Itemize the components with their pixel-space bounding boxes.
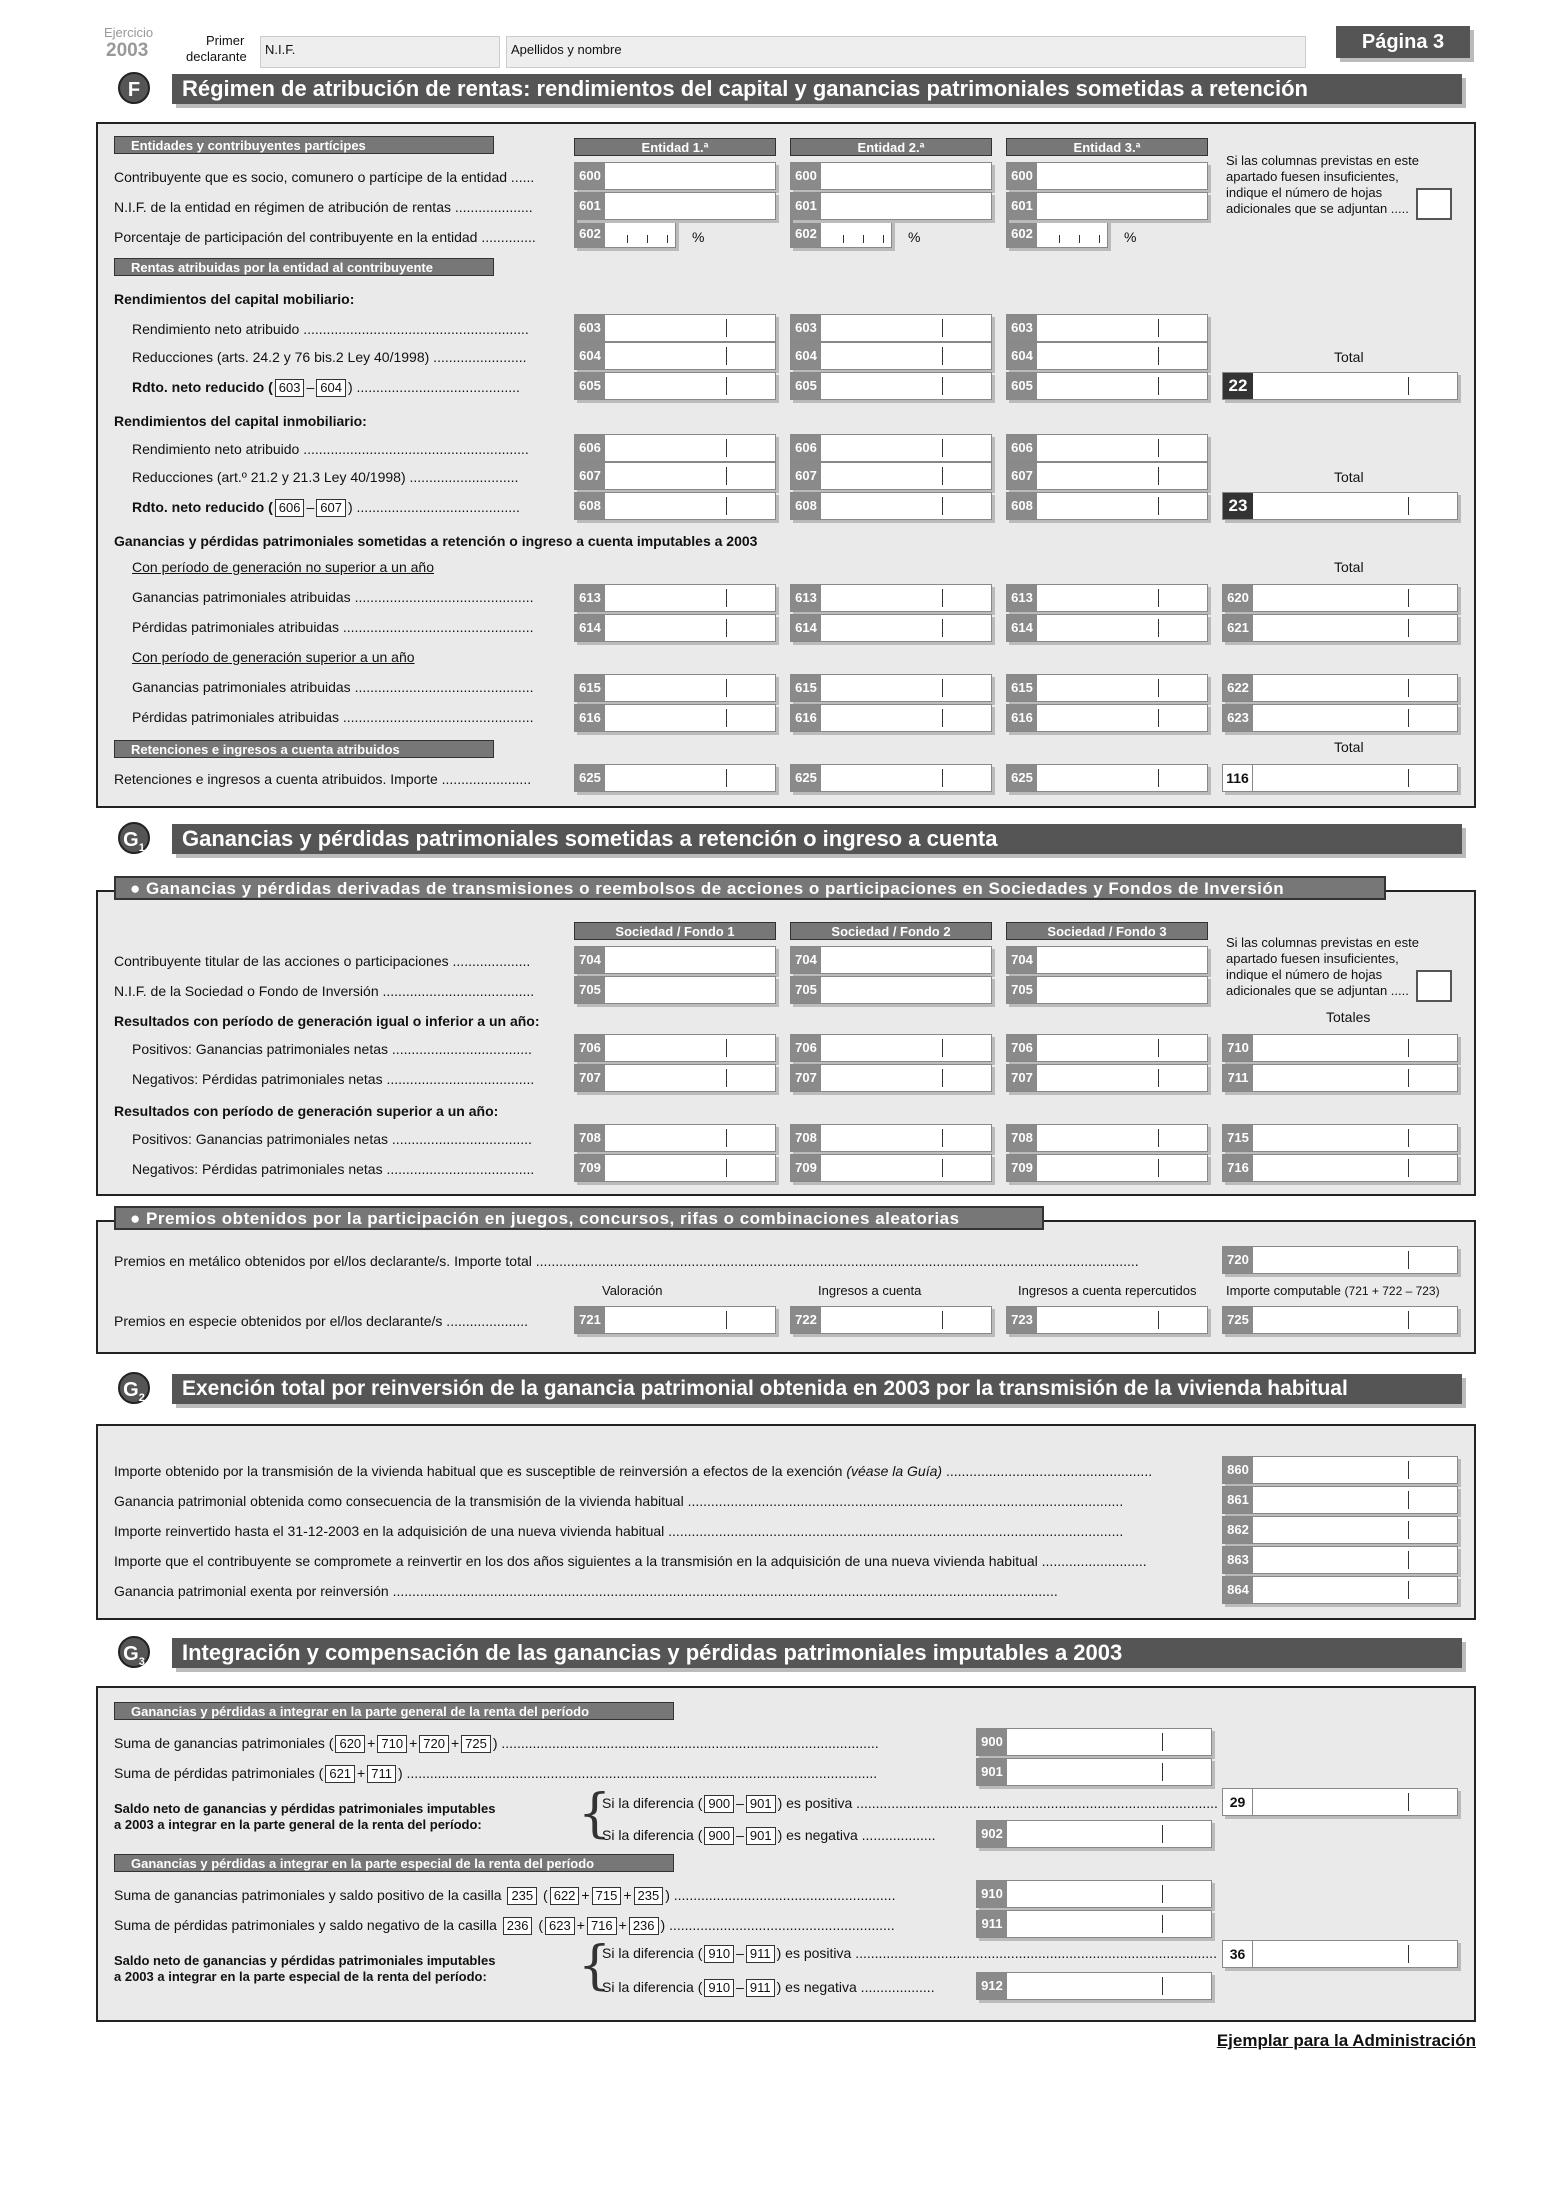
casilla-code-704: 704: [791, 947, 821, 973]
primer-label: Primer: [206, 33, 245, 48]
field-604[interactable]: [790, 342, 992, 370]
field-602-e3[interactable]: 602: [1006, 220, 1108, 248]
casilla-code-622: 622: [1223, 675, 1253, 701]
field-709[interactable]: [574, 1154, 776, 1182]
label-607: Reducciones (art.º 21.2 y 21.3 Ley 40/1998) ............................: [132, 469, 519, 485]
label-602: Porcentaje de participación del contribuyente en la entidad ..............: [114, 229, 536, 245]
casilla-code-607: 607: [791, 463, 821, 489]
casilla-code-708: 708: [791, 1125, 821, 1151]
casilla-code-709: 709: [575, 1155, 605, 1181]
g1-note-line-1: Si las columnas previstas en este: [1226, 935, 1419, 950]
label-saldo1-neg: Si la diferencia ( 900 – 901 ) es negativa ...................: [602, 1827, 936, 1843]
field-603[interactable]: [1006, 314, 1208, 342]
casilla-code-862: 862: [1223, 1517, 1253, 1543]
casilla-code-601: 601: [791, 193, 821, 219]
section-g1-title: Ganancias y pérdidas patrimoniales sometidas a retención o ingreso a cuenta: [172, 824, 1462, 854]
subbar-parte-general: Ganancias y pérdidas a integrar en la parte general de la renta del período: [114, 1702, 674, 1720]
casilla-code-706: 706: [1007, 1035, 1037, 1061]
year: 2003: [106, 40, 149, 61]
field-600[interactable]: [1006, 162, 1208, 190]
label-saldo2-neg: Si la diferencia ( 910 – 911 ) es negativa ...................: [602, 1979, 935, 1995]
field-911[interactable]: [976, 1910, 1212, 1938]
field-704[interactable]: [790, 946, 992, 974]
brace-1: {: [578, 1784, 612, 1844]
field-625[interactable]: [574, 764, 776, 792]
casilla-code-705: 705: [1007, 977, 1037, 1003]
note-line-3: indique el número de hojas: [1226, 185, 1383, 200]
label-601: N.I.F. de la entidad en régimen de atribución de rentas ....................: [114, 199, 533, 215]
casilla-code-604: 604: [575, 343, 605, 369]
field-608[interactable]: [790, 492, 992, 520]
field-621[interactable]: [1222, 614, 1458, 642]
field-604[interactable]: [1006, 342, 1208, 370]
casilla-code-600: 600: [575, 163, 605, 189]
field-721[interactable]: [574, 1306, 776, 1334]
col-sociedad-1: Sociedad / Fondo 1: [574, 922, 776, 940]
page-number: Página 3: [1336, 26, 1470, 58]
field-615[interactable]: [1006, 674, 1208, 702]
casilla-code-902: 902: [977, 1821, 1007, 1847]
field-704[interactable]: [1006, 946, 1208, 974]
casilla-code-620: 620: [1223, 585, 1253, 611]
label-saldo1-pos: Si la diferencia ( 900 – 901 ) es positiva .............................................................................................: [602, 1795, 1218, 1811]
label-res2: Resultados con período de generación superior a un año:: [114, 1103, 499, 1119]
section-g2-badge: $G_2$: [118, 1372, 150, 1404]
casilla-code-603: 603: [575, 315, 605, 341]
label-709: Negativos: Pérdidas patrimoniales netas ......................................: [132, 1161, 535, 1177]
label-saldo2-pos: Si la diferencia ( 910 – 911 ) es positiva .............................................................................................: [602, 1945, 1217, 1961]
casilla-code-705: 705: [575, 977, 605, 1003]
ejercicio-label: Ejercicio: [104, 25, 154, 40]
bullet-transmisiones: ● Ganancias y pérdidas derivadas de transmisiones o reembolsos de acciones o participaciones en Sociedades y Fondos de Inversión: [114, 876, 1386, 900]
label-res1: Resultados con período de generación igual o inferior a un año:: [114, 1013, 540, 1029]
casilla-code-725: 725: [1223, 1307, 1253, 1333]
field-602-e2[interactable]: 602: [790, 220, 892, 248]
label-gp-no-superior: Con período de generación no superior a un año: [132, 559, 434, 575]
casilla-code-625: 625: [1007, 765, 1037, 791]
pct-sign-2: %: [908, 229, 921, 245]
subbar-rentas: Rentas atribuidas por la entidad al contribuyente: [114, 258, 494, 276]
section-g3-header: [118, 1636, 1478, 1670]
label-704: Contribuyente titular de las acciones o participaciones ....................: [114, 953, 531, 969]
casilla-code-615: 615: [1007, 675, 1037, 701]
footer-ejemplar: Ejemplar para la Administración: [1216, 2031, 1476, 2050]
casilla-code-708: 708: [1007, 1125, 1037, 1151]
section-g3-badge: $G_3$: [118, 1636, 150, 1668]
field-22[interactable]: [1222, 372, 1458, 400]
field-708[interactable]: [574, 1124, 776, 1152]
casilla-code-607: 607: [575, 463, 605, 489]
casilla-code-604: 604: [791, 343, 821, 369]
casilla-code-604: 604: [1007, 343, 1037, 369]
field-862[interactable]: [1222, 1516, 1458, 1544]
field-605[interactable]: [1006, 372, 1208, 400]
section-g2-header: [118, 1372, 1478, 1406]
section-f-header: [118, 72, 1478, 106]
casilla-code-608: 608: [575, 493, 605, 519]
field-608[interactable]: [574, 492, 776, 520]
field-912[interactable]: [976, 1972, 1212, 2000]
field-863[interactable]: [1222, 1546, 1458, 1574]
bullet-premios: ● Premios obtenidos por la participación en juegos, concursos, rifas o combinaciones aleatorias: [114, 1206, 1044, 1230]
section-g1-badge: $G_1$: [118, 822, 150, 854]
label-706: Positivos: Ganancias patrimoniales netas ....................................: [132, 1041, 532, 1057]
casilla-code-912: 912: [977, 1973, 1007, 1999]
casilla-code-613: 613: [1007, 585, 1037, 611]
label-863: Importe que el contribuyente se compromete a reinvertir en los dos años siguientes a la transmisión en la adquisición de una nueva vivienda habitual ...........................: [114, 1553, 1147, 1569]
pct-sign-1: %: [692, 229, 705, 245]
casilla-code-606: 606: [791, 435, 821, 461]
section-g2-title: Exención total por reinversión de la ganancia patrimonial obtenida en 2003 por la transmisión de la vivienda habitual: [172, 1374, 1462, 1404]
field-861[interactable]: [1222, 1486, 1458, 1514]
section-g3-title: Integración y compensación de las ganancias y pérdidas patrimoniales imputables a 2003: [172, 1638, 1462, 1668]
hojas-adicionales-box-f[interactable]: [1416, 188, 1452, 220]
label-705: N.I.F. de la Sociedad o Fondo de Inversión .......................................: [114, 983, 535, 999]
casilla-code-705: 705: [791, 977, 821, 1003]
total-label-rci: Total: [1334, 469, 1364, 485]
col-entidad-2: Entidad 2.ª: [790, 138, 992, 156]
field-613[interactable]: [790, 584, 992, 612]
casilla-code-600: 600: [791, 163, 821, 189]
casilla-code-603: 603: [791, 315, 821, 341]
field-705[interactable]: [790, 976, 992, 1004]
apellidos-label: Apellidos y nombre: [511, 42, 622, 57]
subbar-entidades: Entidades y contribuyentes partícipes: [114, 136, 494, 154]
field-725[interactable]: [1222, 1306, 1458, 1334]
field-709[interactable]: [790, 1154, 992, 1182]
field-606[interactable]: [574, 434, 776, 462]
label-604: Reducciones (arts. 24.2 y 76 bis.2 Ley 40/1998) ........................: [132, 349, 527, 365]
casilla-code-621: 621: [1223, 615, 1253, 641]
field-723[interactable]: [1006, 1306, 1208, 1334]
header: [96, 22, 1476, 70]
casilla-code-863: 863: [1223, 1547, 1253, 1573]
g1-note-line-4: adicionales que se adjuntan .....: [1226, 983, 1409, 998]
casilla-code-625: 625: [575, 765, 605, 791]
casilla-code-601: 601: [575, 193, 605, 219]
note-line-1: Si las columnas previstas en este: [1226, 153, 1419, 168]
label-861: Ganancia patrimonial obtenida como consecuencia de la transmisión de la vivienda habitual ................................................................................................................: [114, 1493, 1124, 1509]
casilla-code-613: 613: [791, 585, 821, 611]
declarante-label: declarante: [186, 49, 247, 64]
casilla-code-625: 625: [791, 765, 821, 791]
label-rci: Rendimientos del capital inmobiliario:: [114, 413, 367, 429]
total-label-ret: Total: [1334, 739, 1364, 755]
casilla-code-605: 605: [791, 373, 821, 399]
pct-sign-3: %: [1124, 229, 1137, 245]
casilla-code-116: 116: [1223, 765, 1253, 791]
field-616[interactable]: [1006, 704, 1208, 732]
field-720[interactable]: [1222, 1246, 1458, 1274]
field-616[interactable]: [790, 704, 992, 732]
label-614: Pérdidas patrimoniales atribuidas .................................................: [132, 619, 534, 635]
casilla-code-22: 22: [1223, 373, 1253, 399]
casilla-code-616: 616: [575, 705, 605, 731]
label-605: Rdto. neto reducido ( 603 – 604 ) ..........................................: [132, 379, 520, 395]
casilla-code-23: 23: [1223, 493, 1253, 519]
note-line-4: adicionales que se adjuntan .....: [1226, 201, 1409, 216]
computable-label: Importe computable (721 + 722 – 723): [1226, 1283, 1440, 1298]
col-entidad-3: Entidad 3.ª: [1006, 138, 1208, 156]
saldo1-line-b: a 2003 a integrar en la parte general de la renta del período:: [114, 1817, 482, 1832]
saldo1-line-a: Saldo neto de ganancias y pérdidas patrimoniales imputables: [114, 1801, 496, 1816]
field-706[interactable]: [790, 1034, 992, 1062]
label-860: Importe obtenido por la transmisión de la vivienda habitual que es susceptible de reinversión a efectos de la exención (véase la Guía) .....................................................: [114, 1463, 1153, 1479]
casilla-code-722: 722: [791, 1307, 821, 1333]
casilla-code-29: 29: [1223, 1789, 1253, 1815]
field-607[interactable]: [790, 462, 992, 490]
field-605[interactable]: [790, 372, 992, 400]
totales-label: Totales: [1326, 1009, 1371, 1025]
field-607[interactable]: [1006, 462, 1208, 490]
field-860[interactable]: [1222, 1456, 1458, 1484]
casilla-code-615: 615: [791, 675, 821, 701]
casilla-code-606: 606: [575, 435, 605, 461]
field-710[interactable]: [1222, 1034, 1458, 1062]
casilla-code-720: 720: [1223, 1247, 1253, 1273]
field-600[interactable]: [574, 162, 776, 190]
field-614[interactable]: [790, 614, 992, 642]
field-604[interactable]: [574, 342, 776, 370]
casilla-code-608: 608: [791, 493, 821, 519]
casilla-code-606: 606: [1007, 435, 1037, 461]
field-716[interactable]: [1222, 1154, 1458, 1182]
casilla-code-616: 616: [1007, 705, 1037, 731]
g1-note-line-3: indique el número de hojas: [1226, 967, 1383, 982]
field-715[interactable]: [1222, 1124, 1458, 1152]
section-g1-header: [118, 822, 1478, 856]
hojas-adicionales-box-g1[interactable]: [1416, 970, 1452, 1002]
field-706[interactable]: [1006, 1034, 1208, 1062]
label-603: Rendimiento neto atribuido ..........................................................: [132, 321, 529, 337]
casilla-code-605: 605: [575, 373, 605, 399]
field-602-e1[interactable]: 602: [574, 220, 676, 248]
field-606[interactable]: [790, 434, 992, 462]
valoracion-label: Valoración: [602, 1283, 663, 1298]
casilla-code-711: 711: [1223, 1065, 1253, 1091]
field-607[interactable]: [574, 462, 776, 490]
label-gp-superior: Con período de generación superior a un año: [132, 649, 415, 665]
casilla-code-614: 614: [791, 615, 821, 641]
field-707[interactable]: [574, 1064, 776, 1092]
field-709[interactable]: [1006, 1154, 1208, 1182]
field-613[interactable]: [574, 584, 776, 612]
label-gp: Ganancias y pérdidas patrimoniales sometidas a retención o ingreso a cuenta imputables a 2003: [114, 533, 758, 549]
label-720: Premios en metálico obtenidos por el/los declarante/s. Importe total ...........................................................................................................................................................: [114, 1253, 1139, 1269]
casilla-code-615: 615: [575, 675, 605, 701]
label-707: Negativos: Pérdidas patrimoniales netas ......................................: [132, 1071, 535, 1087]
col-entidad-1: Entidad 1.ª: [574, 138, 776, 156]
casilla-code-707: 707: [1007, 1065, 1037, 1091]
field-622[interactable]: [1222, 674, 1458, 702]
field-605[interactable]: [574, 372, 776, 400]
field-601[interactable]: [574, 192, 776, 220]
casilla-code-860: 860: [1223, 1457, 1253, 1483]
col-sociedad-2: Sociedad / Fondo 2: [790, 922, 992, 940]
casilla-code-706: 706: [791, 1035, 821, 1061]
ingresos-label: Ingresos a cuenta: [818, 1283, 922, 1298]
casilla-code-723: 723: [1007, 1307, 1037, 1333]
casilla-code-910: 910: [977, 1881, 1007, 1907]
field-902[interactable]: [976, 1820, 1212, 1848]
casilla-code-709: 709: [791, 1155, 821, 1181]
casilla-code-605: 605: [1007, 373, 1037, 399]
casilla-code-623: 623: [1223, 705, 1253, 731]
casilla-code-607: 607: [1007, 463, 1037, 489]
label-rcm: Rendimientos del capital mobiliario:: [114, 291, 355, 307]
casilla-code-709: 709: [1007, 1155, 1037, 1181]
field-603[interactable]: [574, 314, 776, 342]
field-615[interactable]: [574, 674, 776, 702]
field-864[interactable]: [1222, 1576, 1458, 1604]
label-600: Contribuyente que es socio, comunero o partícipe de la entidad ......: [114, 169, 535, 185]
label-864: Ganancia patrimonial exenta por reinversión ...........................................................................................................................................................................: [114, 1583, 1058, 1599]
field-616[interactable]: [574, 704, 776, 732]
label-900: Suma de ganancias patrimoniales ( 620 + 710 + 720 + 725 ) .................................................................................................: [114, 1735, 879, 1751]
casilla-code-704: 704: [575, 947, 605, 973]
label-606: Rendimiento neto atribuido ..........................................................: [132, 441, 529, 457]
subbar-parte-especial: Ganancias y pérdidas a integrar en la parte especial de la renta del período: [114, 1854, 674, 1872]
note-line-2: apartado fuesen insuficientes,: [1226, 169, 1399, 184]
casilla-code-710: 710: [1223, 1035, 1253, 1061]
field-707[interactable]: [1006, 1064, 1208, 1092]
brace-2: {: [578, 1936, 612, 1996]
field-901[interactable]: [976, 1758, 1212, 1786]
g1-note-line-2: apartado fuesen insuficientes,: [1226, 951, 1399, 966]
subbar-retenciones: Retenciones e ingresos a cuenta atribuidos: [114, 740, 494, 758]
casilla-code-614: 614: [575, 615, 605, 641]
label-721: Premios en especie obtenidos por el/los declarante/s .....................: [114, 1313, 528, 1329]
section-f-title: Régimen de atribución de rentas: rendimientos del capital y ganancias patrimoniales sometidas a retención: [172, 74, 1462, 104]
field-614[interactable]: [574, 614, 776, 642]
field-116[interactable]: [1222, 764, 1458, 792]
field-706[interactable]: [574, 1034, 776, 1062]
label-615: Ganancias patrimoniales atribuidas ..............................................: [132, 679, 534, 695]
label-608: Rdto. neto reducido ( 606 – 607 ) ..........................................: [132, 499, 520, 515]
section-f-badge: F: [118, 72, 150, 104]
field-722[interactable]: [790, 1306, 992, 1334]
casilla-code-614: 614: [1007, 615, 1037, 641]
label-862: Importe reinvertido hasta el 31-12-2003 en la adquisición de una nueva vivienda habitual .....................................................................................................................: [114, 1523, 1124, 1539]
apellidos-field[interactable]: [506, 36, 1306, 68]
casilla-code-600: 600: [1007, 163, 1037, 189]
field-600[interactable]: [790, 162, 992, 190]
field-613[interactable]: [1006, 584, 1208, 612]
field-625[interactable]: [790, 764, 992, 792]
casilla-code-707: 707: [791, 1065, 821, 1091]
casilla-code-861: 861: [1223, 1487, 1253, 1513]
field-711[interactable]: [1222, 1064, 1458, 1092]
label-901: Suma de pérdidas patrimoniales ( 621 + 711 ) .........................................................................................................................: [114, 1765, 878, 1781]
col-sociedad-3: Sociedad / Fondo 3: [1006, 922, 1208, 940]
repercutidos-label: Ingresos a cuenta repercutidos: [1018, 1283, 1197, 1298]
casilla-code-864: 864: [1223, 1577, 1253, 1603]
total-label-gp: Total: [1334, 559, 1364, 575]
casilla-code-704: 704: [1007, 947, 1037, 973]
nif-field[interactable]: [260, 36, 500, 68]
casilla-code-900: 900: [977, 1729, 1007, 1755]
casilla-code-603: 603: [1007, 315, 1037, 341]
field-603[interactable]: [790, 314, 992, 342]
field-705[interactable]: [574, 976, 776, 1004]
field-608[interactable]: [1006, 492, 1208, 520]
casilla-code-721: 721: [575, 1307, 605, 1333]
field-910[interactable]: [976, 1880, 1212, 1908]
field-620[interactable]: [1222, 584, 1458, 612]
saldo2-line-b: a 2003 a integrar en la parte especial de la renta del período:: [114, 1969, 487, 1984]
casilla-code-36: 36: [1223, 1941, 1253, 1967]
field-601[interactable]: [1006, 192, 1208, 220]
casilla-code-601: 601: [1007, 193, 1037, 219]
field-704[interactable]: [574, 946, 776, 974]
casilla-code-716: 716: [1223, 1155, 1253, 1181]
field-708[interactable]: [790, 1124, 992, 1152]
field-708[interactable]: [1006, 1124, 1208, 1152]
label-910: Suma de ganancias patrimoniales y saldo positivo de la casilla 235 ( 622 + 715 + 235 ) .........................................................: [114, 1887, 896, 1903]
field-23[interactable]: [1222, 492, 1458, 520]
casilla-code-708: 708: [575, 1125, 605, 1151]
label-625: Retenciones e ingresos a cuenta atribuidos. Importe .......................: [114, 771, 532, 787]
field-606[interactable]: [1006, 434, 1208, 462]
label-911: Suma de pérdidas patrimoniales y saldo negativo de la casilla 236 ( 623 + 716 + 236 ) ..........................................................: [114, 1917, 895, 1933]
casilla-code-608: 608: [1007, 493, 1037, 519]
casilla-code-613: 613: [575, 585, 605, 611]
field-29[interactable]: [1222, 1788, 1458, 1816]
field-614[interactable]: [1006, 614, 1208, 642]
casilla-code-911: 911: [977, 1911, 1007, 1937]
field-705[interactable]: [1006, 976, 1208, 1004]
casilla-code-707: 707: [575, 1065, 605, 1091]
field-623[interactable]: [1222, 704, 1458, 732]
nif-label: N.I.F.: [265, 42, 296, 57]
label-708: Positivos: Ganancias patrimoniales netas ....................................: [132, 1131, 532, 1147]
field-625[interactable]: [1006, 764, 1208, 792]
field-615[interactable]: [790, 674, 992, 702]
label-616: Pérdidas patrimoniales atribuidas .................................................: [132, 709, 534, 725]
casilla-code-901: 901: [977, 1759, 1007, 1785]
field-601[interactable]: [790, 192, 992, 220]
casilla-code-715: 715: [1223, 1125, 1253, 1151]
total-label-rcm: Total: [1334, 349, 1364, 365]
label-613: Ganancias patrimoniales atribuidas ..............................................: [132, 589, 534, 605]
field-900[interactable]: [976, 1728, 1212, 1756]
casilla-code-616: 616: [791, 705, 821, 731]
saldo2-line-a: Saldo neto de ganancias y pérdidas patrimoniales imputables: [114, 1953, 496, 1968]
casilla-code-706: 706: [575, 1035, 605, 1061]
field-707[interactable]: [790, 1064, 992, 1092]
field-36[interactable]: [1222, 1940, 1458, 1968]
